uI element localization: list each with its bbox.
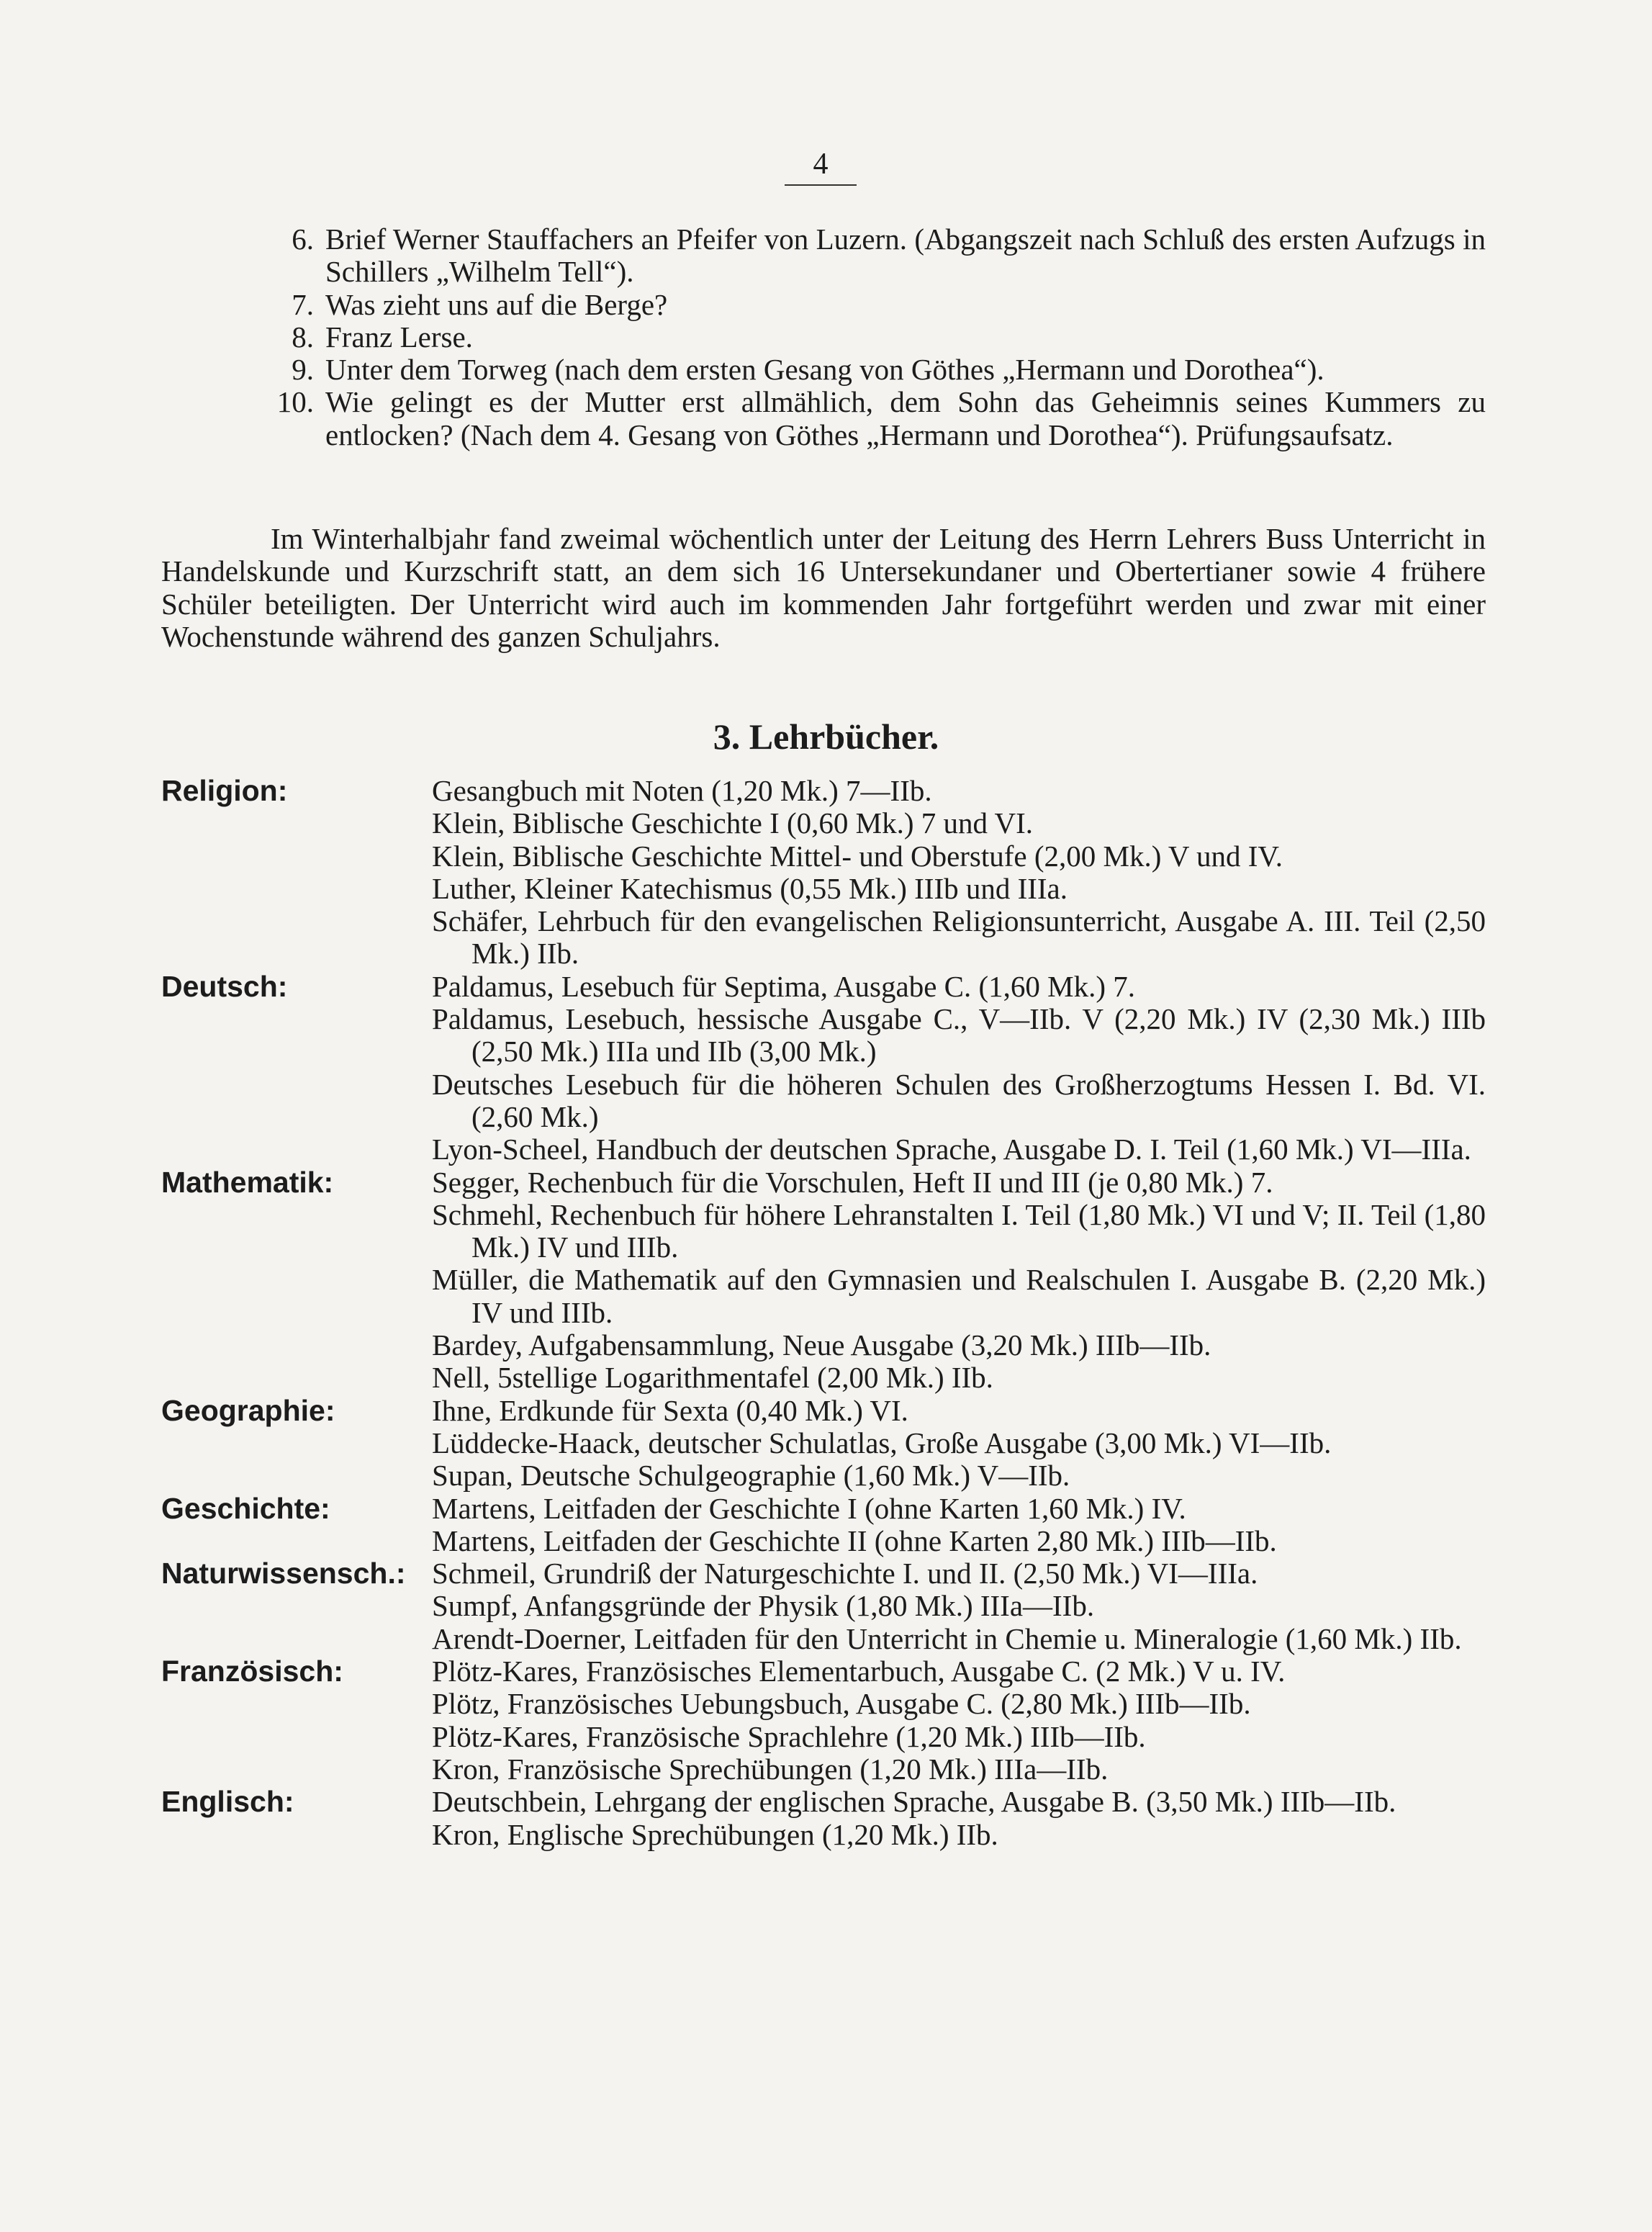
category-label: Französisch: [161,1655,343,1688]
textbook-entry: Kron, Englische Sprechübungen (1,20 Mk.) IIb. [432,1817,998,1851]
topic-number: 9. [292,353,314,387]
textbook-entry: Plötz-Kares, Französische Sprachlehre (1,20 Mk.) IIIb—IIb. [432,1719,1146,1753]
textbook-entry: Martens, Leitfaden der Geschichte I (ohne Karten 1,60 Mk.) IV. [432,1491,1186,1525]
page-number: 4 [785,144,857,186]
textbook-category [161,971,1486,1166]
textbook-entry: Arendt-Doerner, Leitfaden für den Unterricht in Chemie u. Mineralogie (1,60 Mk.) IIb. [432,1621,1462,1655]
textbook-entry: Schmeil, Grundriß der Naturgeschichte I. und II. (2,50 Mk.) VI—IIIa. [432,1557,1258,1590]
essay-topic-list [271,223,1486,451]
textbook-entry: Nell, 5stellige Logarithmentafel (2,00 Mk.) IIb. [432,1361,993,1395]
topic-text: Brief Werner Stauffachers an Pfeifer von Luzern. (Abgangszeit nach Schluß des ersten Aufzugs in Schillers „Wilhelm Tell“). [325,222,1486,289]
textbook-entry: Kron, Französische Sprechübungen (1,20 Mk.) IIIa—IIb. [432,1752,1109,1786]
textbook-category [161,1655,1486,1786]
textbook-entry: Deutschbein, Lehrgang der englischen Sprache, Ausgabe B. (3,50 Mk.) IIIb—IIb. [432,1785,1396,1819]
textbook-entry: Martens, Leitfaden der Geschichte II (ohne Karten 2,80 Mk.) IIIb—IIb. [432,1524,1277,1557]
textbook-entry: Gesangbuch mit Noten (1,20 Mk.) 7—IIb. [432,774,932,807]
textbook-entry: Paldamus, Lesebuch für Septima, Ausgabe C. (1,60 Mk.) 7. [432,969,1136,1003]
textbook-entry: Plötz-Kares, Französisches Elementarbuch, Ausgabe C. (2 Mk.) V u. IV. [432,1655,1286,1688]
textbook-list [161,775,1486,1851]
category-entries [432,1786,1486,1851]
category-label: Religion: [161,774,288,807]
category-entries [432,1166,1486,1395]
category-entries [432,1395,1486,1493]
category-entries [432,775,1486,971]
textbook-entry: Supan, Deutsche Schulgeographie (1,60 Mk.) V—IIb. [432,1459,1070,1493]
topic-number: 6. [292,222,314,256]
textbook-category [161,1786,1486,1851]
textbook-category [161,775,1486,971]
topic-text: Was zieht uns auf die Berge? [325,287,668,321]
winter-course-paragraph: Im Winterhalbjahr fand zweimal wöchentlich unter der Leitung des Herrn Lehrers Buss Unterricht in Handelskunde und Kurzschrift statt, an dem sich 16 Untersekundaner und Obertertianer sowie 4 frühere Schüler beteiligten. Der Unterricht wird auch im kommenden Jahr fortgeführt werden und zwar mit einer Wochenstunde während des ganzen Schuljahrs. [161,522,1486,653]
textbook-entry: Klein, Biblische Geschichte I (0,60 Mk.) 7 und VI. [432,806,1034,840]
textbook-entry: Lüddecke-Haack, deutscher Schulatlas, Große Ausgabe (3,00 Mk.) VI—IIb. [432,1426,1332,1459]
textbook-entry: Segger, Rechenbuch für die Vorschulen, Heft II und III (je 0,80 Mk.) 7. [432,1165,1273,1199]
topic-text: Unter dem Torweg (nach dem ersten Gesang von Göthes „Hermann und Dorothea“). [325,353,1324,387]
category-label: Deutsch: [161,969,288,1003]
textbook-entry: Paldamus, Lesebuch, hessische Ausgabe C., V—IIb. V (2,20 Mk.) IV (2,30 Mk.) IIIb (2,50 Mk.) IIIa und IIb (3,00 Mk.) [432,1002,1486,1068]
textbook-category [161,1166,1486,1395]
textbook-category [161,1493,1486,1558]
topic-number: 7. [292,287,314,321]
textbook-entry: Müller, die Mathematik auf den Gymnasien und Realschulen I. Ausgabe B. (2,20 Mk.) IV und IIIb. [432,1263,1486,1329]
textbook-entry: Lyon-Scheel, Handbuch der deutschen Sprache, Ausgabe D. I. Teil (1,60 Mk.) VI—IIIa. [432,1133,1471,1166]
topic-number: 10. [276,385,314,419]
textbook-category [161,1557,1486,1655]
topic-number: 8. [292,320,314,354]
category-entries [432,971,1486,1166]
textbook-category [161,1395,1486,1493]
category-entries [432,1557,1486,1655]
topic-item [271,223,1486,289]
category-entries [432,1655,1486,1786]
category-label: Naturwissensch.: [161,1557,406,1590]
category-label: Englisch: [161,1785,294,1819]
textbook-entry: Plötz, Französisches Uebungsbuch, Ausgabe C. (2,80 Mk.) IIIb—IIb. [432,1687,1251,1721]
textbook-entry: Klein, Biblische Geschichte Mittel- und Oberstufe (2,00 Mk.) V und IV. [432,839,1283,873]
textbook-entry: Schäfer, Lehrbuch für den evangelischen Religionsunterricht, Ausgabe A. III. Teil (2,50 Mk.) IIb. [432,904,1486,971]
textbook-entry: Schmehl, Rechenbuch für höhere Lehranstalten I. Teil (1,80 Mk.) VI und V; II. Teil (1,80 Mk.) IV und IIIb. [432,1197,1486,1264]
topic-item [271,289,1486,321]
topic-item [271,321,1486,354]
textbook-entry: Luther, Kleiner Katechismus (0,55 Mk.) IIIb und IIIa. [432,871,1068,905]
section-title: 3. Lehrbücher. [713,716,939,757]
topic-item [271,386,1486,451]
textbook-entry: Sumpf, Anfangsgründe der Physik (1,80 Mk.) IIIa—IIb. [432,1589,1095,1623]
category-entries [432,1493,1486,1558]
category-label: Geographie: [161,1393,335,1427]
topic-item [271,354,1486,386]
textbook-entry: Ihne, Erdkunde für Sexta (0,40 Mk.) VI. [432,1393,908,1427]
topic-text: Franz Lerse. [325,320,473,354]
textbook-entry: Bardey, Aufgabensammlung, Neue Ausgabe (3,20 Mk.) IIIb—IIb. [432,1328,1211,1362]
textbook-entry: Deutsches Lesebuch für die höheren Schulen des Großherzogtums Hessen I. Bd. VI. (2,60 Mk.) [432,1067,1486,1133]
category-label: Mathematik: [161,1165,334,1199]
topic-text: Wie gelingt es der Mutter erst allmählich, dem Sohn das Geheimnis seines Kummers zu entlocken? (Nach dem 4. Gesang von Göthes „Hermann und Dorothea“). Prüfungsaufsatz. [325,385,1486,451]
category-label: Geschichte: [161,1491,330,1525]
